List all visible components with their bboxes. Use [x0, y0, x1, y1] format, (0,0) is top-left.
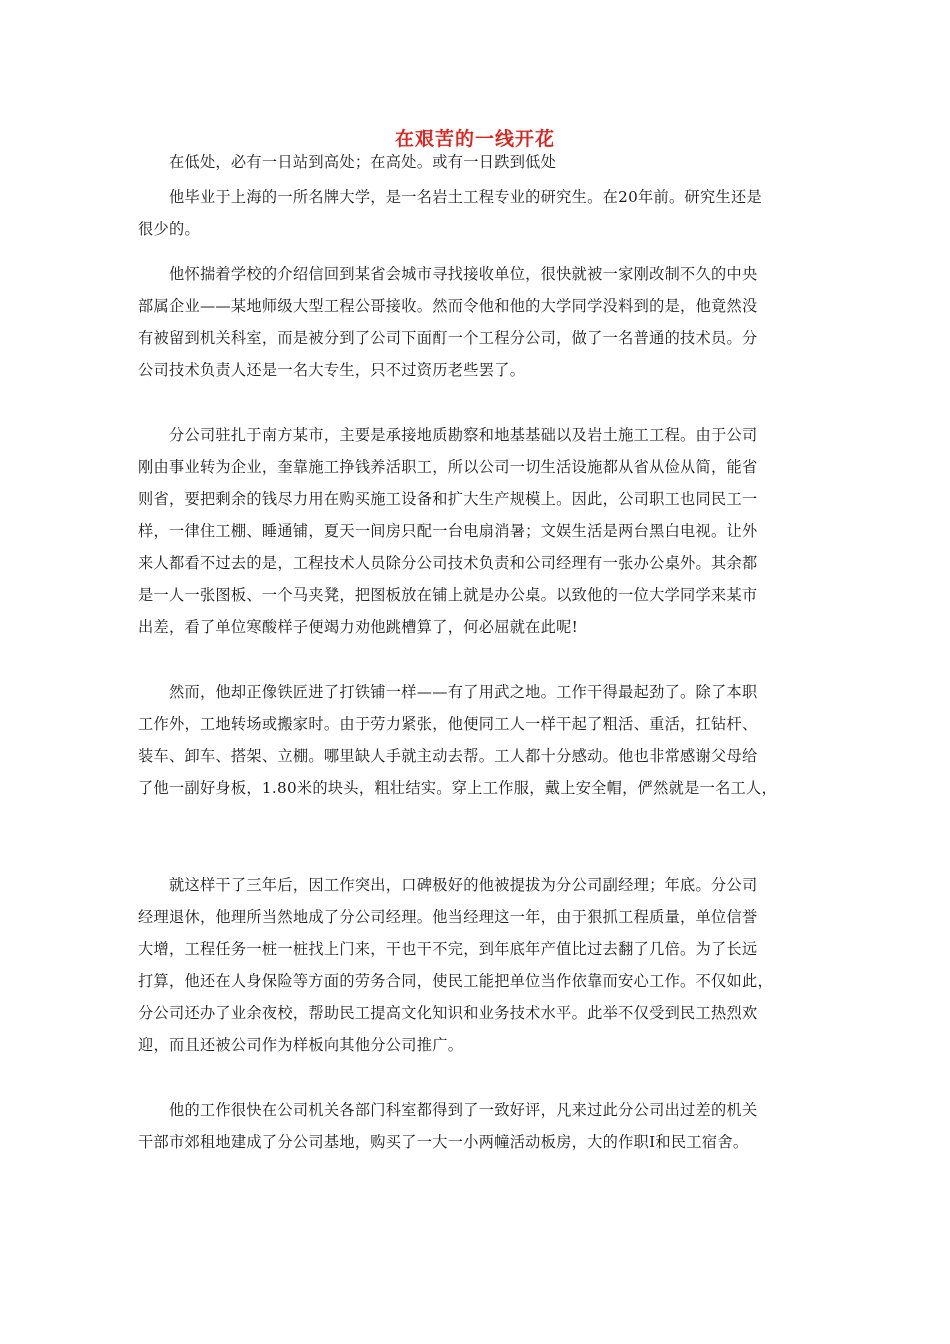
- document-title: 在艰苦的一线开花: [394, 128, 555, 150]
- body-line: 迎，而且还被公司作为样板向其他分公司推广。: [138, 1036, 464, 1054]
- body-line: 就这样干了三年后，因工作突出，口碑极好的他被提拔为分公司副经理；年底。分公司: [138, 876, 758, 894]
- body-line: 样，一律住工棚、睡通铺，夏天一间房只配一台电扇消暑；文娱生活是两台黑白电视。让外: [138, 522, 758, 540]
- body-line: 来人都看不过去的是，工程技术人员除分公司技术负责和公司经理有一张办公桌外。其余都: [138, 554, 758, 572]
- body-line: 他的工作很快在公司机关各部门科室都得到了一致好评，凡来过此分公司出过差的机关: [138, 1101, 758, 1119]
- body-line: 然而，他却正像铁匠进了打铁铺一样——有了用武之地。工作干得最起劲了。除了本职: [138, 683, 758, 701]
- body-line: 出差，看了单位寒酸样子便竭力劝他跳槽算了，何必屈就在此呢!: [138, 618, 579, 636]
- body-line: 公司技术负责人还是一名大专生，只不过资历老些罢了。: [138, 361, 526, 379]
- body-line: 干部市郊租地建成了分公司基地，购买了一大一小两幢活动板房，大的作职Ⅰ和民工宿舍。: [138, 1133, 749, 1151]
- body-line: 工作外，工地转场或搬家时。由于劳力紧张，他便同工人一样干起了粗活、重活，扛钻杆、: [138, 715, 758, 733]
- body-line: 大增，工程任务一桩一桩找上门来，干也干不完，到年底年产值比过去翻了几倍。为了长远: [138, 940, 758, 958]
- body-line: 他怀揣着学校的介绍信回到某省会城市寻找接收单位，很快就被一家刚改制不久的中央: [138, 265, 758, 283]
- body-line: 他毕业于上海的一所名牌大学，是一名岩土工程专业的研究生。在20年前。研究生还是: [138, 188, 762, 206]
- body-line: 则省，要把剩余的钱尽力用在购买施工设备和扩大生产规模上。因此，公司职工也同民工一: [138, 490, 758, 508]
- body-line: 在低处，必有一日站到高处；在高处。或有一日跌到低处: [138, 153, 557, 171]
- body-line: 有被留到机关科室，而是被分到了公司下面酊一个工程分公司，做了一名普通的技术员。分: [138, 329, 758, 347]
- body-line: 分公司还办了业余夜校，帮助民工提高文化知识和业务技术水平。此举不仅受到民工热烈欢: [138, 1004, 758, 1022]
- body-line: 部属企业——某地师级大型工程公哥接收。然而令他和他的大学同学没料到的是，他竟然没: [138, 297, 758, 315]
- body-line: 分公司驻扎于南方某市，主要是承接地质勘察和地基基础以及岩土施工工程。由于公司: [138, 426, 758, 444]
- body-line: 是一人一张图板、一个马夹凳，把图板放在铺上就是办公桌。以致他的一位大学同学来某市: [138, 586, 758, 604]
- body-line: 经理退休，他理所当然地成了分公司经理。他当经理这一年，由于狠抓工程质量，单位信誉: [138, 908, 758, 926]
- body-line: 很少的。: [138, 220, 200, 238]
- body-line: 打算，他还在人身保险等方面的劳务合同，使民工能把单位当作依靠而安心工作。不仅如此，: [138, 972, 773, 990]
- body-line: 装车、卸车、搭架、立棚。哪里缺人手就主动去帮。工人都十分感动。他也非常感谢父母给: [138, 747, 758, 765]
- body-line: 了他一副好身板，1.80米的块头，粗壮结实。穿上工作服，戴上安全帽，俨然就是一名工人，: [138, 779, 778, 797]
- body-line: 刚由事业转为企业，奎靠施工挣钱养活职工，所以公司一切生活设施都从省从俭从简，能省: [138, 458, 758, 476]
